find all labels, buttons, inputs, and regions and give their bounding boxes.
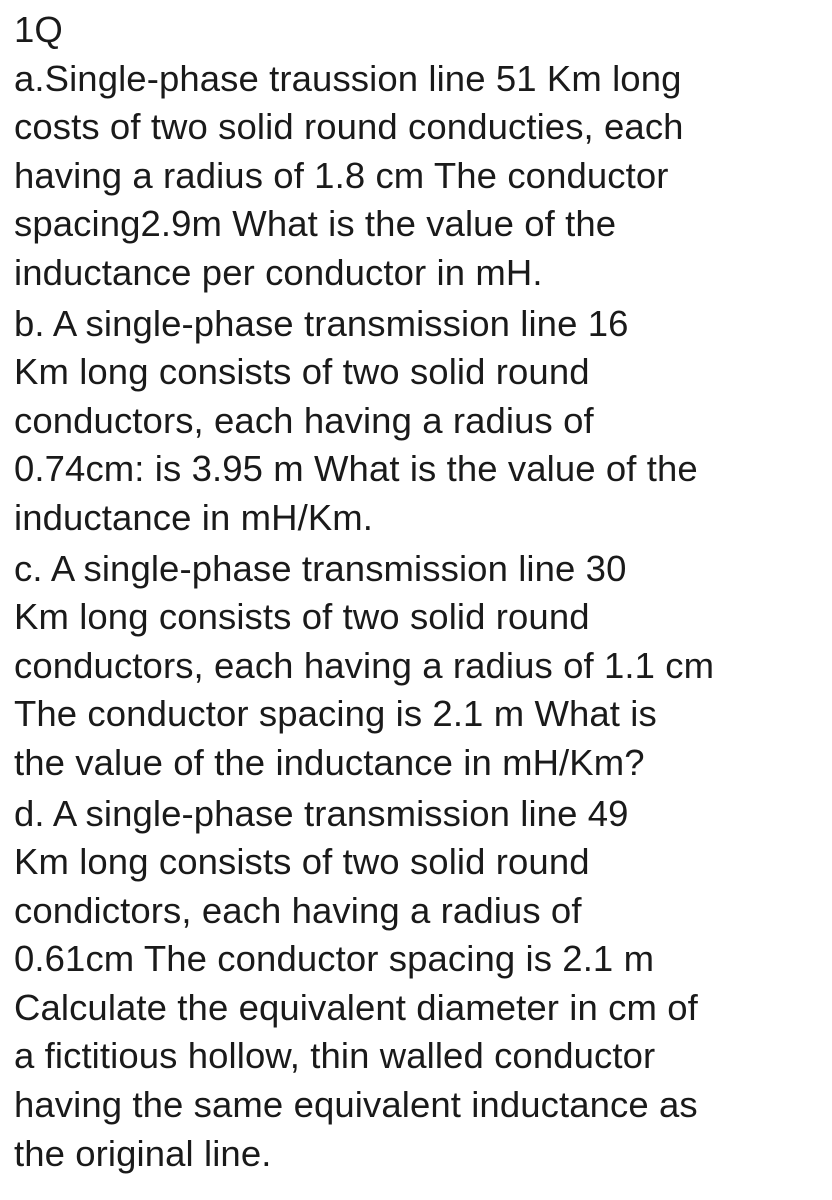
part-c-line: c. A single-phase transmission line 30 [14, 547, 627, 589]
question-number: 1Q [14, 9, 63, 50]
question-part-d [14, 790, 824, 1179]
part-d-line: Calculate the equivalent diameter in cm of [14, 986, 698, 1028]
part-d-line: Km long consists of two solid round [14, 841, 590, 883]
part-c-line: conductors, each having a radius of 1.1 cm [14, 644, 715, 686]
part-b-line: conductors, each having a radius of [14, 399, 594, 441]
part-c-line: the value of the inductance in mH/Km? [14, 741, 645, 783]
part-b-line: b. A single-phase transmission line 16 [14, 302, 629, 344]
part-a-line: spacing2.9m What is the value of the [14, 203, 617, 245]
part-b-line: 0.74cm: is 3.95 m What is the value of the [14, 448, 698, 490]
question-part-c [14, 545, 824, 788]
part-a-line: inductance per conductor in mH. [14, 251, 543, 293]
part-c-line: The conductor spacing is 2.1 m What is [14, 693, 657, 735]
part-a-line: costs of two solid round conducties, each [14, 106, 684, 148]
part-d-line: having the same equivalent inductance as [14, 1084, 698, 1126]
part-d-line: the original line. [14, 1132, 272, 1174]
question-part-a [14, 55, 824, 298]
part-a-line: a.Single-phase traussion line 51 Km long [14, 57, 682, 99]
question-part-b [14, 300, 824, 543]
document-page [14, 6, 824, 1178]
part-d-line: 0.61cm The conductor spacing is 2.1 m [14, 938, 655, 980]
part-d-line: a fictitious hollow, thin walled conductor [14, 1035, 656, 1077]
part-d-line: d. A single-phase transmission line 49 [14, 792, 629, 834]
part-a-line: having a radius of 1.8 cm The conductor [14, 154, 669, 196]
part-d-line: condictors, each having a radius of [14, 889, 582, 931]
part-b-line: inductance in mH/Km. [14, 496, 374, 538]
part-c-line: Km long consists of two solid round [14, 596, 590, 638]
part-b-line: Km long consists of two solid round [14, 351, 590, 393]
